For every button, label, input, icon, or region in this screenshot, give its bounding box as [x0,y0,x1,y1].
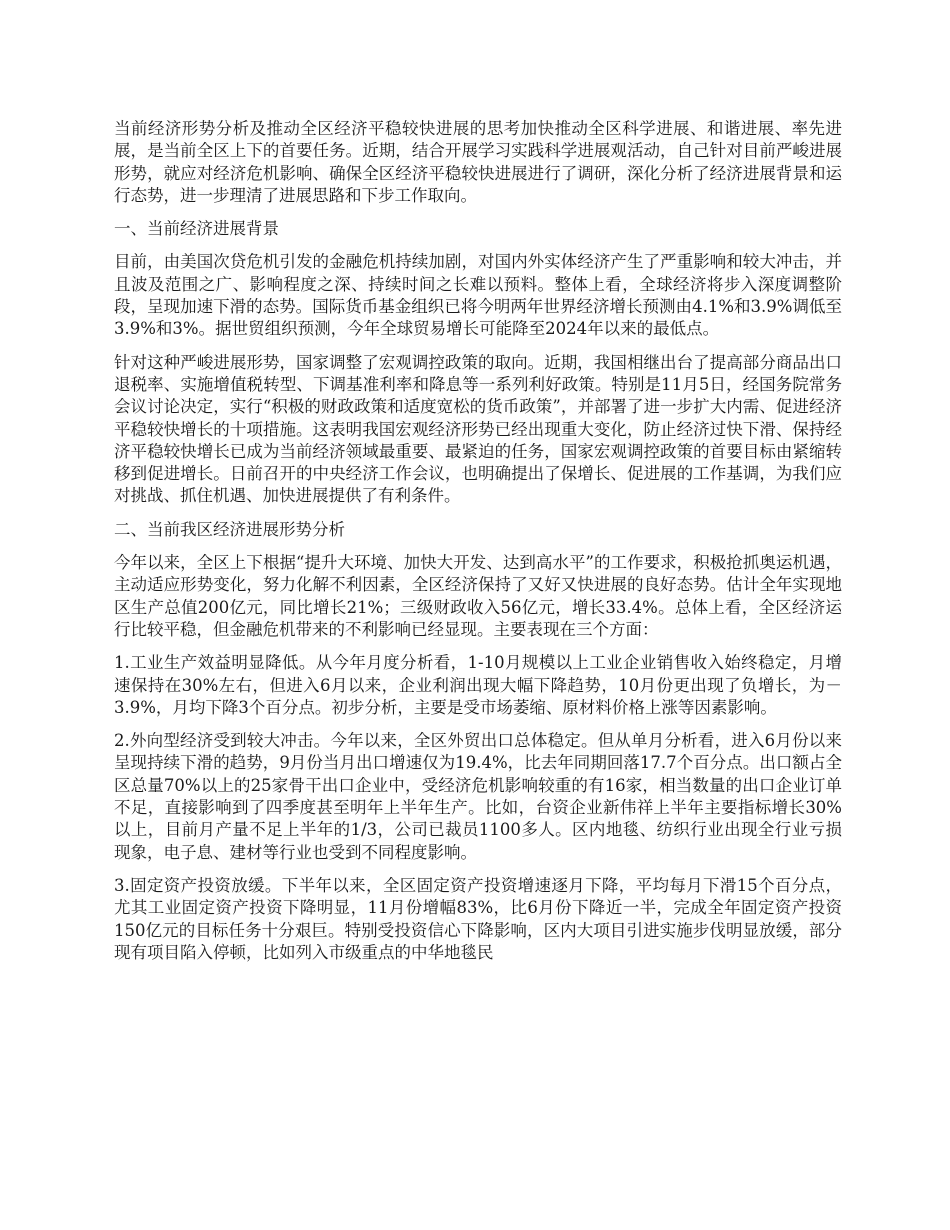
section-heading-analysis: 二、当前我区经济进展形势分析 [114,519,345,539]
background-paragraph-1: 目前，由美国次贷危机引发的金融危机持续加剧，对国内外实体经济产生了严重影响和较大冲击，并且波及范围之广、影响程度之深、持续时间之长难以预料。整体上看，全球经济将步入深度调整阶段，呈现加速下滑的态势。国际货币基金组织已将今明两年世界经济增长预测由4.1%和3.9%调低至3.9%和3%。据世贸组织预测，今年全球贸易增长可能降至2024年以来的最低点。 [114,252,842,339]
analysis-paragraph-overview: 今年以来，全区上下根据“提升大环境、加快大开发、达到高水平”的工作要求，积极抢抓奥运机遇，主动适应形势变化，努力化解不利因素，全区经济保持了又好又快进展的良好态势。估计全年实现地区生产总值200亿元，同比增长21%；三级财政收入56亿元，增长33.4%。总体上看，全区经济运行比较平稳，但金融危机带来的不利影响已经显现。主要表现在三个方面： [114,553,842,639]
document-body [114,118,842,975]
analysis-paragraph-export: 2.外向型经济受到较大冲击。今年以来，全区外贸出口总体稳定。但从单月分析看，进入6月份以来呈现持续下滑的趋势，9月份当月出口增速仅为19.4%，比去年同期回落17.7个百分点。出口额占全区总量70%以上的25家骨干出口企业中，受经济危机影响较重的有16家，相当数量的出口企业订单不足，直接影响到了四季度甚至明年上半年生产。比如，台资企业新伟祥上半年主要指标增长30%以上，目前月产量不足上半年的1/3，公司已裁员1100多人。区内地毯、纺织行业出现全行业亏损现象，电子息、建材等行业也受到不同程度影响。 [114,731,842,862]
background-paragraph-2: 针对这种严峻进展形势，国家调整了宏观调控政策的取向。近期，我国相继出台了提高部分商品出口退税率、实施增值税转型、下调基准利率和降息等一系列利好政策。特别是11月5日，经国务院常务会议讨论决定，实行“积极的财政政策和适度宽松的货币政策”，并部署了进一步扩大内需、促进经济平稳较快增长的十项措施。这表明我国宏观经济形势已经出现重大变化，防止经济过快下滑、保持经济平稳较快增长已成为当前经济领域最重要、最紧迫的任务，国家宏观调控政策的首要目标由紧缩转移到促进增长。日前召开的中央经济工作会议，也明确提出了保增长、促进展的工作基调，为我们应对挑战、抓住机遇、加快进展提供了有利条件。 [114,352,842,506]
section-heading-background: 一、当前经济进展背景 [114,219,279,239]
intro-paragraph: 当前经济形势分析及推动全区经济平稳较快进展的思考加快推动全区科学进展、和谐进展、率先进展，是当前全区上下的首要任务。近期，结合开展学习实践科学进展观活动，自己针对目前严峻进展形势，就应对经济危机影响、确保全区经济平稳较快进展进行了调研，深化分析了经济进展背景和运行态势，进一步理清了进展思路和下步工作取向。 [114,119,842,205]
analysis-paragraph-investment: 3.固定资产投资放缓。下半年以来，全区固定资产投资增速逐月下降，平均每月下滑15个百分点，尤其工业固定资产投资下降明显，11月份增幅83%，比6月份下降近一半，完成全年固定资产投资150亿元的目标任务十分艰巨。特别受投资信心下降影响，区内大项目引进实施步伐明显放缓，部分现有项目陷入停顿，比如列入市级重点的中华地毯民 [114,875,842,962]
analysis-paragraph-industry: 1.工业生产效益明显降低。从今年月度分析看，1-10月规模以上工业企业销售收入始终稳定，月增速保持在30%左右，但进入6月以来，企业利润出现大幅下降趋势，10月份更出现了负增长，为－3.9%，月均下降3个百分点。初步分析，主要是受市场萎缩、原材料价格上涨等因素影响。 [114,653,842,717]
